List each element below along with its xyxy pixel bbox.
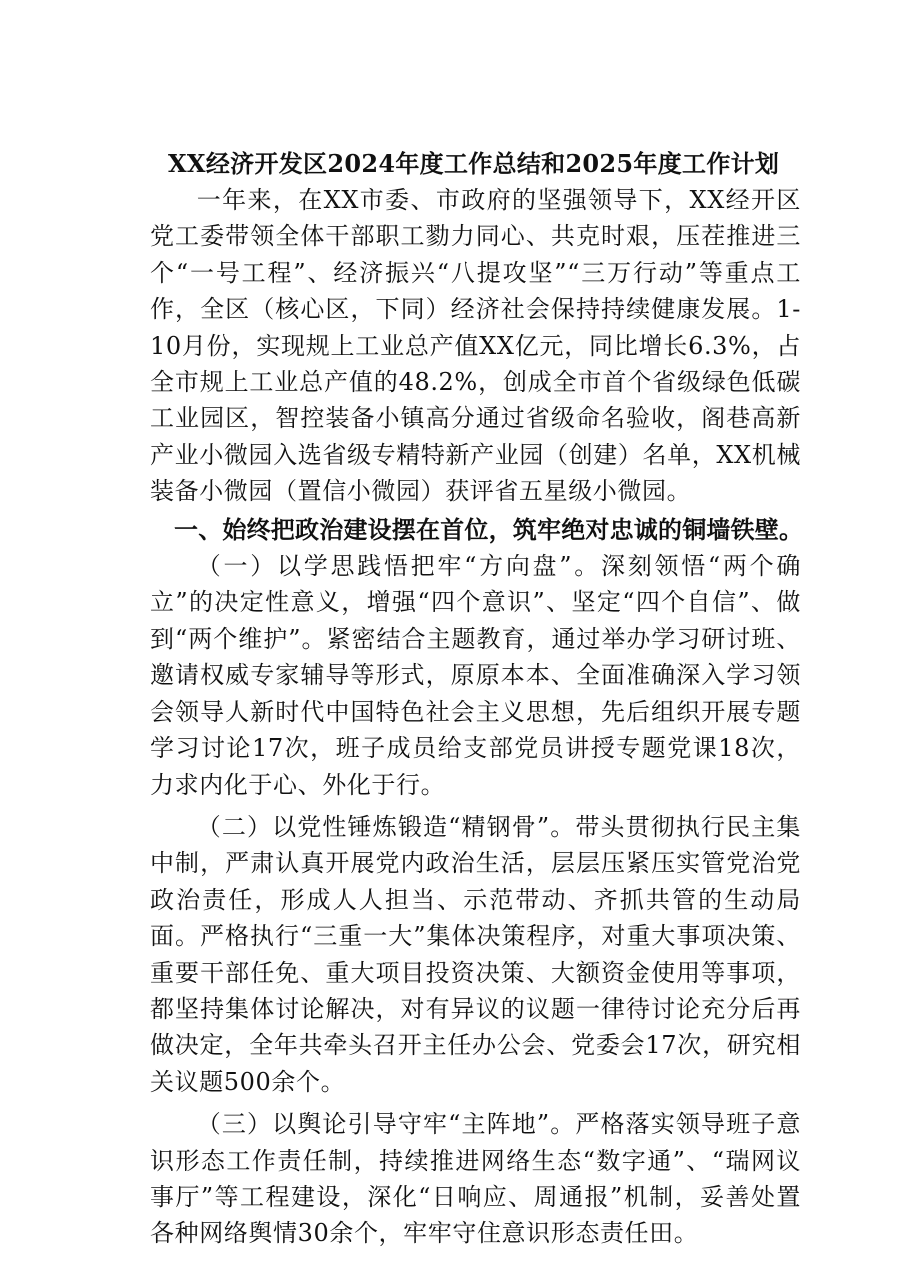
subsection-2 [150, 809, 801, 1100]
document-title: XX经济开发区2024年度工作总结和2025年度工作计划 [168, 149, 780, 178]
subsection-2-body: 带头贯彻执行民主集中制，严肃认真开展党内政治生活，层层压紧压实管党治党政治责任，形成人人担当、示范带动、齐抓共管的生动局面。严格执行“三重一大”集体决策程序，对重大事项决策、重要干部任免、重大项目投资决策、大额资金使用等事项，都坚持集体讨论解决，对有异议的议题一律待讨论充分后再做决定，全年共牵头召开主任办公会、党委会17次，研究相关议题500余个。 [150, 812, 801, 1096]
subsection-1-title: （一）以学思践悟把牢“方向盘”。 [196, 552, 602, 581]
intro-paragraph: 一年来，在XX市委、市政府的坚强领导下，XX经开区党工委带领全体干部职工勠力同心、共克时艰，压茬推进三个“一号工程”、经济振兴“八提攻坚”“三万行动”等重点工作，全区（核心区，下同）经济社会保持持续健康发展。1-10月份，实现规上工业总产值XX亿元，同比增长6.3%，占全市规上工业总产值的48.2%，创成全市首个省级绿色低碳工业园区，智控装备小镇高分通过省级命名验收，阁巷高新产业小微园入选省级专精特新产业园（创建）名单，XX机械装备小微园（置信小微园）获评省五星级小微园。 [150, 186, 801, 506]
subsection-1-body: 深刻领悟“两个确立”的决定性意义，增强“四个意识”、坚定“四个自信”、做到“两个维护”。紧密结合主题教育，通过举办学习研讨班、邀请权威专家辅导等形式，原原本本、全面准确深入学习领会领导人新时代中国特色社会主义思想，先后组织开展专题学习讨论17次，班子成员给支部党员讲授专题党课18次，力求内化于心、外化于行。 [150, 552, 801, 799]
subsection-3 [150, 1106, 801, 1252]
subsection-2-title: （二）以党性锤炼锻造“精钢骨”。 [196, 812, 576, 841]
subsection-3-title: （三）以舆论引导守牢“主阵地”。 [196, 1110, 576, 1139]
subsection-3-body: 严格落实领导班子意识形态工作责任制，持续推进网络生态“数字通”、“瑞网议事厅”等工程建设，深化“日响应、周通报”机制，妥善处置各种网络舆情30余个，牢牢守住意识形态责任田。 [150, 1110, 801, 1248]
section-heading: 一、始终把政治建设摆在首位，筑牢绝对忠诚的铜墙铁壁。 [174, 515, 804, 544]
subsection-1 [150, 548, 801, 803]
